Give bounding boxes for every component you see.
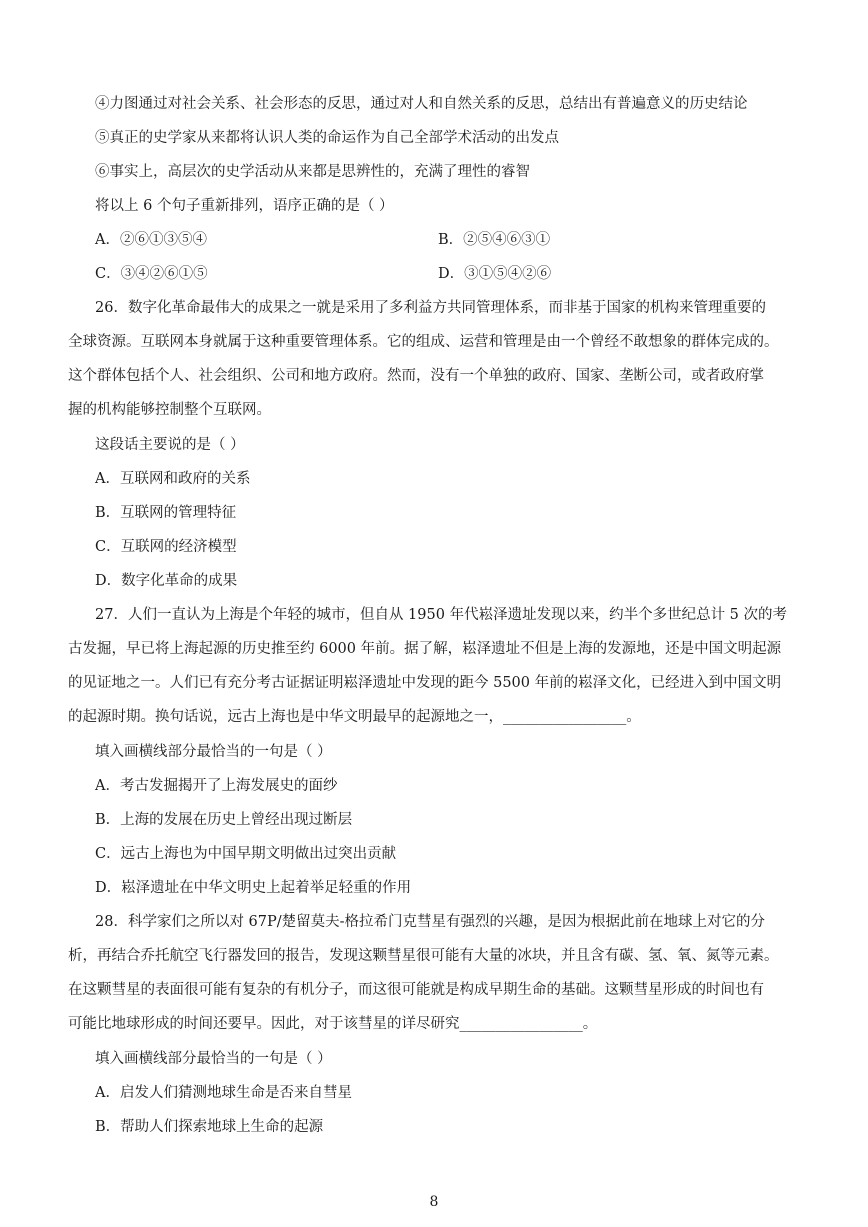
sentence-5: ⑤真正的史学家从来都将认识人类的命运作为自己全部学术活动的出发点	[95, 130, 559, 146]
q28-stem-line-4: 可能比地球形成的时间还要早。因此，对于该彗星的详尽研究_________________。	[68, 1016, 598, 1032]
q26-option-c: C．互联网的经济模型	[95, 539, 237, 555]
q27-stem-line-4: 的起源时期。换句话说，远古上海也是中华文明最早的起源地之一，_________________。	[68, 709, 641, 725]
q28-stem-line-1: 28．科学家们之所以对 67P/楚留莫夫-格拉希门克彗星有强烈的兴趣，是因为根据此前在地球上对它的分	[95, 914, 766, 930]
q27-option-a: A．考古发掘揭开了上海发展史的面纱	[95, 778, 338, 794]
q25-prompt: 将以上 6 个句子重新排列，语序正确的是（ ）	[95, 198, 394, 214]
sentence-6: ⑥事实上，高层次的史学活动从来都是思辨性的，充满了理性的睿智	[95, 164, 530, 180]
q28-stem-line-3: 在这颗彗星的表面很可能有复杂的有机分子，而这很可能就是构成早期生命的基础。这颗彗星形成的时间也有	[68, 982, 764, 998]
q27-stem-line-1: 27．人们一直认为上海是个年轻的城市，但自从 1950 年代崧泽遗址发现以来，约半个多世纪总计 5 次的考	[95, 607, 788, 623]
q27-prompt: 填入画横线部分最恰当的一句是（ ）	[95, 744, 332, 760]
q26-stem-line-4: 握的机构能够控制整个互联网。	[68, 402, 271, 418]
q28-stem-line-2: 析，再结合乔托航空飞行器发回的报告，发现这颗彗星很可能有大量的冰块，并且含有碳、氢、氧、氮等元素。	[68, 948, 779, 964]
q26-stem-line-3: 这个群体包括个人、社会组织、公司和地方政府。然而，没有一个单独的政府、国家、垄断公司，或者政府掌	[68, 368, 764, 384]
q26-prompt: 这段话主要说的是（ ）	[95, 437, 245, 453]
q25-option-c: C．③④②⑥①⑤	[95, 266, 208, 282]
q27-option-d: D．崧泽遗址在中华文明史上起着举足轻重的作用	[95, 880, 412, 896]
q27-stem-line-2: 古发掘，早已将上海起源的历史推至约 6000 年前。据了解，崧泽遗址不但是上海的发源地，还是中国文明起源	[68, 641, 782, 657]
q25-option-b: B．②⑤④⑥③①	[438, 232, 551, 248]
q28-option-b: B．帮助人们探索地球上生命的起源	[95, 1119, 324, 1135]
q26-stem-line-1: 26．数字化革命最伟大的成果之一就是采用了多利益方共同管理体系，而非基于国家的机构来管理重要的	[95, 300, 766, 316]
q28-option-a: A．启发人们猜测地球生命是否来自彗星	[95, 1085, 352, 1101]
q25-option-a: A．②⑥①③⑤④	[95, 232, 207, 248]
q27-stem-line-3: 的见证地之一。人们已有充分考古证据证明崧泽遗址中发现的距今 5500 年前的崧泽文化，已经进入到中国文明	[68, 675, 782, 691]
q27-option-c: C．远古上海也为中国早期文明做出过突出贡献	[95, 846, 397, 862]
q28-prompt: 填入画横线部分最恰当的一句是（ ）	[95, 1051, 332, 1067]
q25-option-d: D．③①⑤④②⑥	[438, 266, 552, 282]
q26-option-b: B．互联网的管理特征	[95, 505, 237, 521]
q27-option-b: B．上海的发展在历史上曾经出现过断层	[95, 812, 353, 828]
q26-option-a: A．互联网和政府的关系	[95, 471, 251, 487]
q26-option-d: D．数字化革命的成果	[95, 573, 238, 589]
q26-stem-line-2: 全球资源。互联网本身就属于这种重要管理体系。它的组成、运营和管理是由一个曾经不敢想象的群体完成的。	[68, 334, 779, 350]
sentence-4: ④力图通过对社会关系、社会形态的反思，通过对人和自然关系的反思，总结出有普遍意义的历史结论	[95, 96, 748, 112]
page-number: 8	[429, 1194, 439, 1210]
